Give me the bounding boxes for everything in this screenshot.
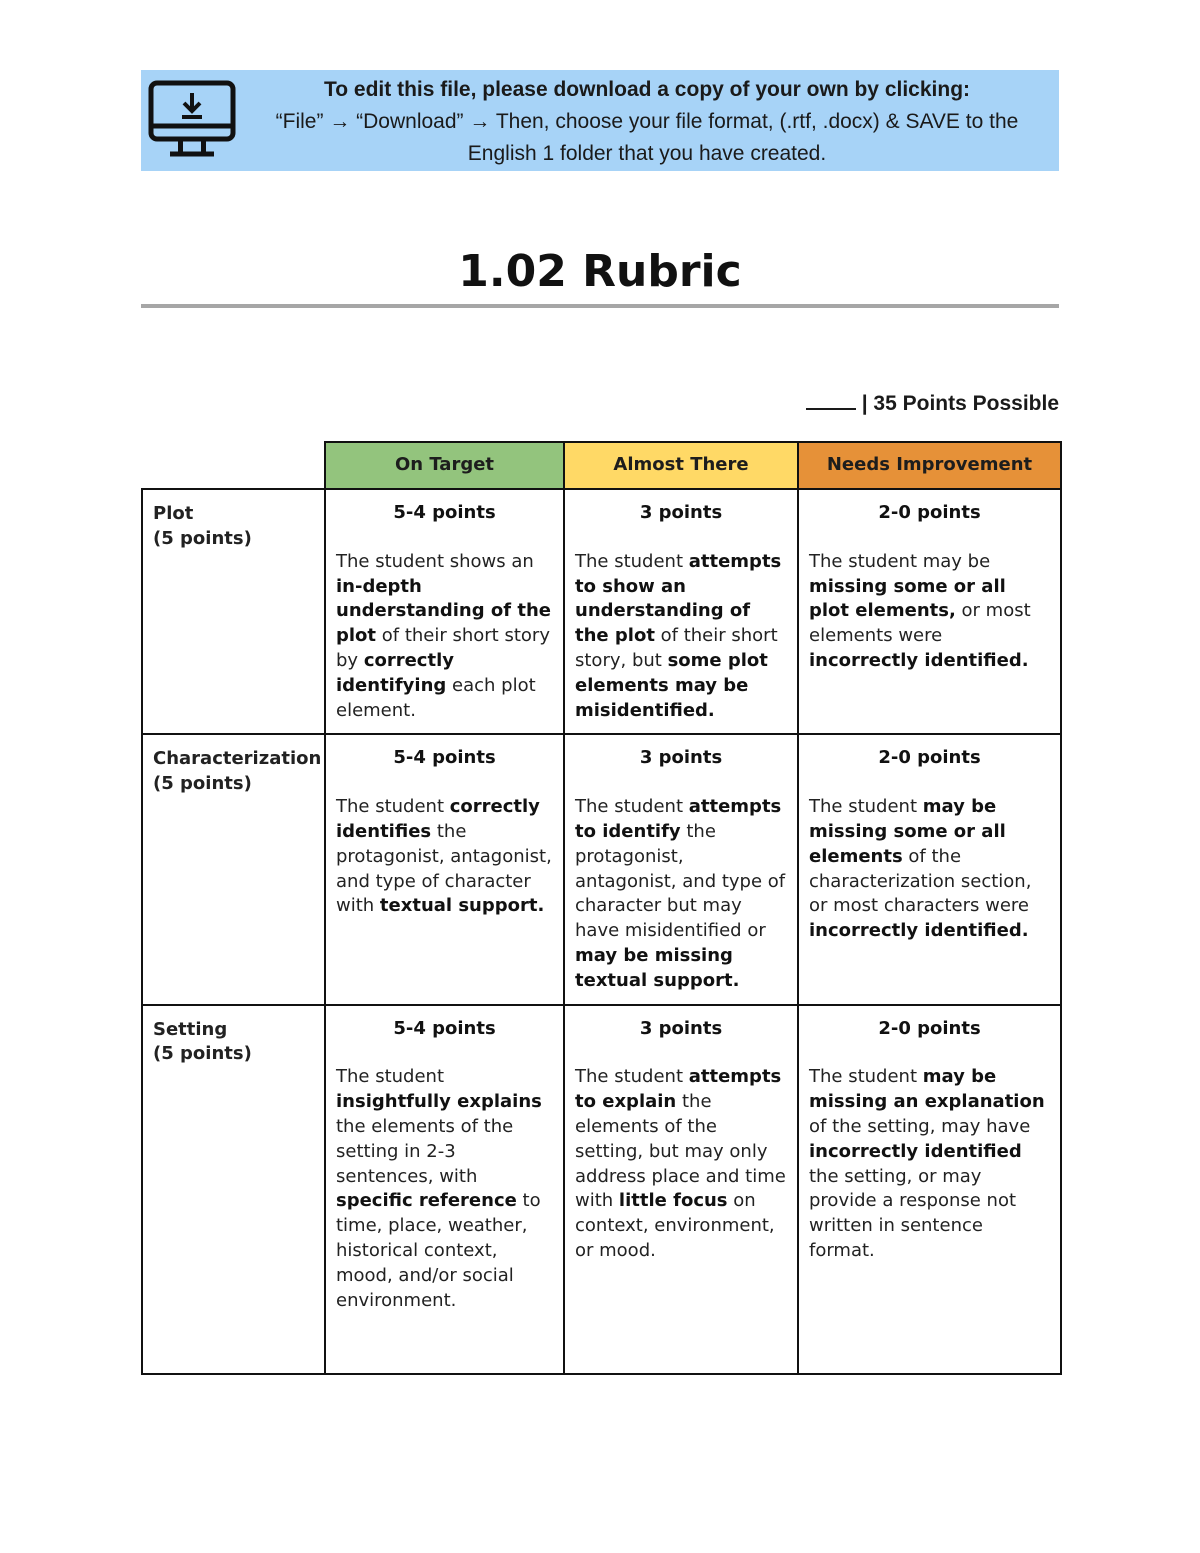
description-text: The student shows an [336,550,534,572]
emphasis-text: attempts to identify [575,796,782,842]
score-blank [806,388,856,410]
description-text: the protagonist, antagonist, and type of character but may have misidentified or [575,820,786,942]
emphasis-text: specific reference [336,1190,517,1212]
criterion-points: (5 points) [153,1043,252,1065]
emphasis-text: attempts to explain [575,1066,782,1113]
header-almost-there: Almost There [564,442,798,489]
banner-line-3: English 1 folder that you have created. [467,142,827,165]
description-text: The student [575,1066,689,1088]
emphasis-text: incorrectly identified. [809,649,1029,671]
description-text: each plot element. [336,674,536,721]
criterion-name: Characterization [153,748,322,770]
rubric-row-characterization [142,734,1061,1004]
emphasis-text: textual support. [379,895,545,917]
description-text: The student [336,796,450,818]
emphasis-text: missing some or all plot elements, [809,575,1006,622]
emphasis-text: may be missing textual support. [575,944,740,991]
emphasis-text: correctly identifies [336,796,540,842]
download-monitor-icon [148,80,236,160]
rubric-cell [564,734,798,1004]
description-text: The student [575,550,689,572]
emphasis-text: insightfully explains [336,1091,542,1113]
rubric-cell [564,1005,798,1374]
criterion-name: Plot [153,503,194,524]
page-title: 1.02 Rubric [458,246,742,297]
cell-description [336,1065,553,1313]
points-possible-label: | 35 Points Possible [861,392,1059,415]
points-possible [806,388,1059,418]
description-text: of their short story, but [575,625,778,671]
description-text: of the characterization section, or most characters were [809,845,1032,917]
cell-description [809,550,1050,674]
description-text: The student [575,796,689,818]
title-divider [141,304,1059,308]
cell-description [336,550,553,724]
header-empty-cell [142,442,325,489]
banner-text [239,74,1055,170]
cell-description [809,1065,1050,1263]
criterion-cell [142,1005,325,1374]
emphasis-text: little focus [618,1190,728,1212]
rubric-row-plot [142,489,1061,734]
description-text: or most elements were [809,600,1031,647]
criterion-name: Setting [153,1018,228,1040]
header-on-target: On Target [325,442,564,489]
rubric-cell [798,489,1061,734]
cell-points: 5-4 points [393,1017,496,1039]
description-text: the elements of the setting in 2-3 sentences, with [336,1115,514,1187]
cell-points: 2-0 points [878,1017,981,1039]
cell-description [575,550,787,724]
description-text: The student [336,1066,445,1088]
emphasis-text: may be missing an explanation [809,1066,1045,1113]
description-text: to time, place, weather, historical context, mood, and/or social environment. [336,1190,541,1311]
rubric-cell [325,1005,564,1374]
emphasis-text: incorrectly identified. [809,920,1029,942]
rubric-cell [798,1005,1061,1374]
cell-points: 5-4 points [393,502,496,523]
description-text: the elements of the setting, but may only address place and time with [575,1091,786,1212]
banner-line-1: To edit this file, please download a copy of your own by clicking: [323,78,971,101]
rubric-table [141,441,1062,1375]
description-text: The student [809,1066,923,1088]
cell-description [575,1065,787,1263]
criterion-cell [142,734,325,1004]
cell-description [336,795,553,919]
description-text: the protagonist, antagonist, and type of character with [336,820,552,917]
criterion-points: (5 points) [153,527,252,549]
emphasis-text: may be missing some or all elements [809,796,1006,867]
emphasis-text: attempts to show an understanding of the plot [575,550,782,647]
emphasis-text: in-depth understanding of the plot [336,575,551,647]
emphasis-text: correctly identifying [336,649,454,696]
rubric-cell [564,489,798,734]
rubric-cell [325,489,564,734]
cell-points: 3 points [639,502,723,523]
header-needs-improvement: Needs Improvement [798,442,1061,489]
criterion-cell [142,489,325,734]
emphasis-text: incorrectly identified [809,1140,1022,1162]
description-text: The student [809,796,923,818]
cell-description [809,795,1050,944]
description-text: The student may be [809,550,991,572]
rubric-header-row [142,442,1061,489]
cell-description [575,795,787,993]
cell-points: 2-0 points [878,747,981,769]
description-text: the setting, or may provide a response not written in sentence format. [809,1165,1017,1261]
rubric-row-setting [142,1005,1061,1374]
description-text: on context, environment, or mood. [575,1190,775,1261]
cell-points: 3 points [639,1017,723,1039]
cell-points: 5-4 points [393,747,496,769]
cell-points: 3 points [639,747,723,769]
emphasis-text: some plot elements may be misidentified. [575,649,768,721]
banner-line-2: “File” → “Download” → Then, choose your file format, (.rtf, .docx) & SAVE to the [275,110,1019,133]
criterion-points: (5 points) [153,773,252,795]
description-text: of their short story by [336,625,550,671]
description-text: of the setting, may have [809,1115,1031,1137]
download-instructions-banner [141,70,1059,171]
rubric-cell [325,734,564,1004]
cell-points: 2-0 points [878,502,981,523]
rubric-cell [798,734,1061,1004]
